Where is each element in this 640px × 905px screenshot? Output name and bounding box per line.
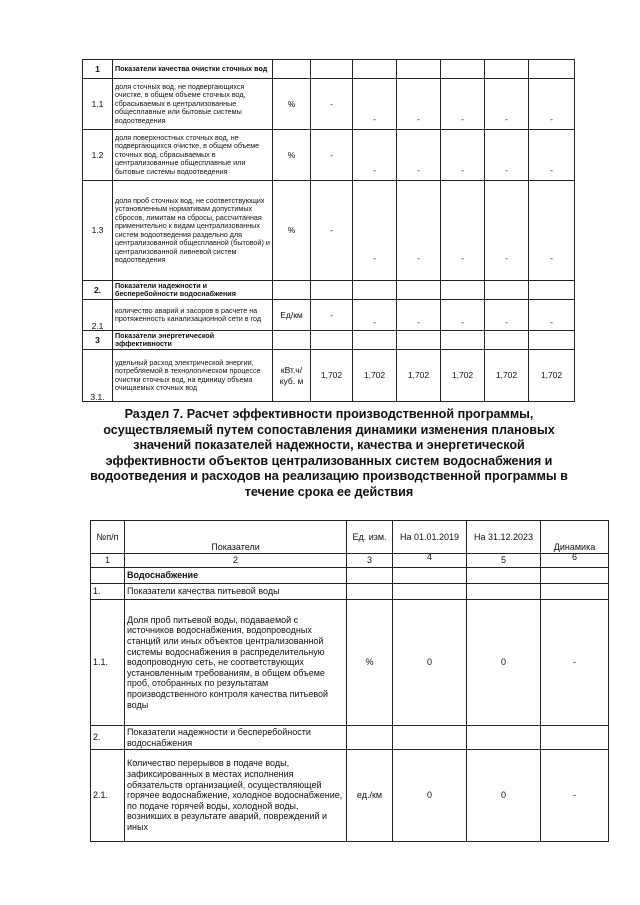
- row-value: [485, 331, 529, 350]
- row-dynamics: -: [541, 750, 609, 842]
- header-num: №п/п: [91, 521, 125, 554]
- column-number: 1: [91, 554, 125, 568]
- row-number: 1.1.: [91, 600, 125, 726]
- column-number: 2: [125, 554, 347, 568]
- row-number: 1.1: [83, 79, 113, 130]
- column-number-row: [91, 554, 609, 568]
- row-base: -: [311, 130, 353, 181]
- row-value: -: [441, 79, 485, 130]
- table-row: [83, 60, 575, 79]
- row-value: [397, 60, 441, 79]
- table-row: [91, 600, 609, 726]
- table-row: [83, 181, 575, 281]
- column-number: 4: [393, 554, 467, 568]
- row-label: Показатели качества питьевой воды: [125, 584, 347, 600]
- row-value: 1,702: [441, 350, 485, 402]
- table-row: [91, 750, 609, 842]
- row-value: -: [353, 130, 397, 181]
- row-value: -: [397, 79, 441, 130]
- row-value: -: [485, 130, 529, 181]
- row-value: [441, 60, 485, 79]
- row-value: [441, 331, 485, 350]
- row-number: 3: [83, 331, 113, 350]
- table-row: [91, 726, 609, 750]
- column-number: 3: [347, 554, 393, 568]
- row-value: -: [353, 181, 397, 281]
- row-label: Количество перерывов в подаче воды, зафиксированных в местах исполнения обязательств организацией, осуществляющей горячее водоснабжение, холодное водоснабжение, по подаче горячей воды, холодной воды, возникших в результате аварий, повреждений и иных: [125, 750, 347, 842]
- row-value: [397, 331, 441, 350]
- row-value: 1,702: [485, 350, 529, 402]
- row-label: удельный расход электрической энергии, потребляемой в технологическом процессе очистки сточных вод, на единицу объема очищаемых сточных вод: [113, 350, 273, 402]
- row-value: -: [397, 130, 441, 181]
- row-unit: %: [347, 600, 393, 726]
- row-base: 1,702: [311, 350, 353, 402]
- row-end: 0: [467, 600, 541, 726]
- column-number: 5: [467, 554, 541, 568]
- row-unit: %: [273, 130, 311, 181]
- row-value: [485, 281, 529, 300]
- row-value: [441, 281, 485, 300]
- row-base: [311, 281, 353, 300]
- header-unit: Ед. изм.: [347, 521, 393, 554]
- table-row: [83, 300, 575, 331]
- row-start: 0: [393, 600, 467, 726]
- row-label: доля проб сточных вод, не соответствующих установленным нормативам допустимых сбросов, лимитам на сбросы, рассчитанная применительно к видам централизованных систем водоотведения раздельно для централизованной общесплавной (бытовой) и централизованной ливневой систем водоотведения: [113, 181, 273, 281]
- column-number: 6: [541, 554, 609, 568]
- row-value: -: [485, 300, 529, 331]
- row-value: -: [485, 79, 529, 130]
- row-number: 1.: [91, 584, 125, 600]
- header-end: На 31.12.2023: [467, 521, 541, 554]
- row-value: [397, 281, 441, 300]
- row-unit: [273, 281, 311, 300]
- table-row: [83, 79, 575, 130]
- row-value: -: [441, 130, 485, 181]
- row-value: 1,702: [353, 350, 397, 402]
- table-row: [83, 350, 575, 402]
- row-value: -: [397, 300, 441, 331]
- row-value: 1,702: [529, 350, 575, 402]
- row-value: -: [353, 300, 397, 331]
- row-value: -: [529, 130, 575, 181]
- row-value: -: [529, 79, 575, 130]
- row-label: Показатели надежности и бесперебойности водоснабжения: [113, 281, 273, 300]
- row-value: -: [529, 300, 575, 331]
- row-value: [529, 60, 575, 79]
- indicators-table-bottom: [90, 520, 609, 842]
- row-label: Показатели энергетической эффективности: [113, 331, 273, 350]
- row-value: [353, 331, 397, 350]
- row-dynamics: -: [541, 600, 609, 726]
- row-label: Показатели качества очистки сточных вод: [113, 60, 273, 79]
- row-number: 2.1: [83, 300, 113, 331]
- row-label: Доля проб питьевой воды, подаваемой с источников водоснабжения, водопроводных станций или иных объектов централизованной системы водоснабжения в распределительную водопроводную сеть, не соответствующих установленным требованиям, в общем объеме проб, отобранных по результатам производственного контроля качества питьевой воды: [125, 600, 347, 726]
- indicators-table-top: [82, 59, 575, 402]
- row-value: -: [397, 181, 441, 281]
- row-base: [311, 60, 353, 79]
- row-unit: %: [273, 79, 311, 130]
- group-num: [91, 568, 125, 584]
- row-unit: кВт.ч/куб. м: [273, 350, 311, 402]
- row-number: 2.: [83, 281, 113, 300]
- row-base: -: [311, 79, 353, 130]
- row-start: 0: [393, 750, 467, 842]
- row-value: [353, 281, 397, 300]
- row-number: 2.1.: [91, 750, 125, 842]
- row-unit: Ед/км: [273, 300, 311, 331]
- row-label: доля сточных вод, не подвергающихся очистке, в общем объеме сточных вод, сбрасываемых в централизованные общесплавные или бытовые системы водоотведения: [113, 79, 273, 130]
- row-number: 1: [83, 60, 113, 79]
- row-end: 0: [467, 750, 541, 842]
- row-value: -: [529, 181, 575, 281]
- row-value: -: [441, 181, 485, 281]
- group-title-row: [91, 568, 609, 584]
- table-header-row: [91, 521, 609, 554]
- row-value: -: [441, 300, 485, 331]
- row-number: 3.1.: [83, 350, 113, 402]
- header-start: На 01.01.2019: [393, 521, 467, 554]
- row-value: [485, 60, 529, 79]
- table-row: [83, 331, 575, 350]
- row-value: [529, 331, 575, 350]
- group-title: Водоснабжение: [125, 568, 347, 584]
- row-value: [529, 281, 575, 300]
- row-unit: ед./км: [347, 750, 393, 842]
- row-number: 1.3: [83, 181, 113, 281]
- row-number: 2.: [91, 726, 125, 750]
- table-row: [83, 281, 575, 300]
- row-base: -: [311, 181, 353, 281]
- row-base: [311, 331, 353, 350]
- row-value: [353, 60, 397, 79]
- row-unit: %: [273, 181, 311, 281]
- row-label: доля поверхностных сточных вод, не подвергающихся очистке, в общем объеме сточных вод, сбрасываемых в централизованные общесплавные или бытовые системы водоотведения: [113, 130, 273, 181]
- section-heading: Раздел 7. Расчет эффективности производственной программы, осуществляемый путем сопоставления динамики изменения плановых значений показателей надежности, качества и энергетической эффективности объектов централизованных систем водоснабжения и водоотведения и расходов на реализацию производственной программы в течение срока ее действия: [90, 407, 568, 499]
- row-label: количество аварий и засоров в расчете на протяженность канализационной сети в год: [113, 300, 273, 331]
- table-row: [83, 130, 575, 181]
- row-value: -: [353, 79, 397, 130]
- row-unit: [273, 331, 311, 350]
- row-value: -: [485, 181, 529, 281]
- row-unit: [273, 60, 311, 79]
- header-dynamics: Динамика: [541, 521, 609, 554]
- header-name: Показатели: [125, 521, 347, 554]
- table-row: [91, 584, 609, 600]
- row-label: Показатели надежности и бесперебойности водоснабжения: [125, 726, 347, 750]
- row-number: 1.2: [83, 130, 113, 181]
- row-base: -: [311, 300, 353, 331]
- row-value: 1,702: [397, 350, 441, 402]
